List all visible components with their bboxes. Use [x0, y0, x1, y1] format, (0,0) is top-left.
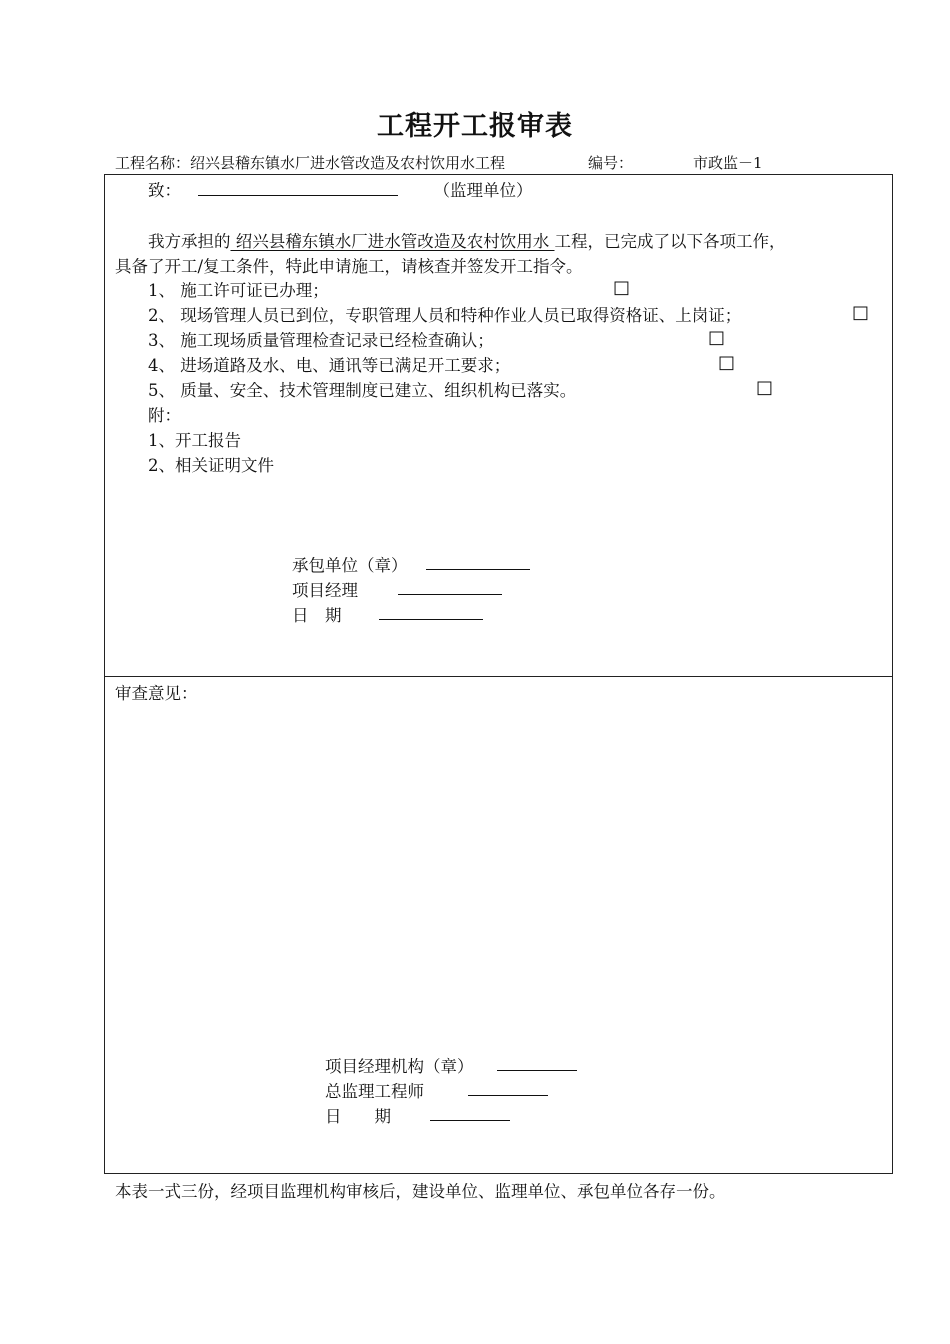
body-prefix: 我方承担的 [148, 232, 231, 251]
request-date-label: 日 期 [292, 606, 342, 625]
review-opinion-label: 审查意见： [115, 684, 198, 703]
project-name-value: 绍兴县稽东镇水厂进水管改造及农村饮用水工程 [190, 154, 506, 172]
to-suffix: （监理单位） [433, 181, 533, 200]
requirement-checkbox[interactable]: □ [708, 327, 726, 348]
contractor-seal-label: 承包单位（章） [292, 556, 408, 575]
request-date-line [379, 605, 483, 620]
body-line-2: 具备了开工/复工条件，特此申请施工，请核查并签发开工指令。 [115, 257, 583, 276]
requirement-item: 2、 现场管理人员已到位，专职管理人员和特种作业人员已取得资格证、上岗证； [148, 306, 742, 325]
review-date-label: 日 期 [325, 1107, 391, 1126]
to-row [148, 177, 533, 201]
to-blank-line [198, 181, 398, 196]
review-section [104, 676, 893, 1174]
requirement-checkbox[interactable]: □ [852, 302, 870, 323]
chief-engineer-line [468, 1081, 548, 1096]
body-suffix: 工程，已完成了以下各项工作， [554, 232, 786, 251]
to-label: 致： [148, 181, 181, 200]
project-manager-label: 项目经理 [292, 581, 358, 600]
body-line-1 [148, 228, 786, 252]
chief-engineer-label: 总监理工程师 [325, 1082, 424, 1101]
requirement-item: 5、 质量、安全、技术管理制度已建立、组织机构已落实。 [148, 381, 577, 400]
project-manager-line [398, 580, 502, 595]
attachment-item: 2、相关证明文件 [148, 456, 274, 475]
page-title: 工程开工报审表 [377, 111, 573, 142]
requirement-item: 3、 施工现场质量管理检查记录已经检查确认； [148, 331, 494, 350]
attachment-item: 1、开工报告 [148, 431, 241, 450]
requirement-checkbox[interactable]: □ [613, 277, 631, 298]
body-project: 绍兴县稽东镇水厂进水管改造及农村饮用水 [230, 232, 555, 251]
contractor-seal-line [426, 555, 530, 570]
org-seal-line [497, 1056, 577, 1071]
footer-note: 本表一式三份，经项目监理机构审核后，建设单位、监理单位、承包单位各存一份。 [115, 1182, 726, 1201]
requirement-item: 4、 进场道路及水、电、通讯等已满足开工要求； [148, 356, 511, 375]
org-seal-label: 项目经理机构（章） [325, 1057, 474, 1076]
requirement-checkbox[interactable]: □ [756, 377, 774, 398]
number-value: 市政监－1 [693, 154, 763, 172]
requirement-checkbox[interactable]: □ [718, 352, 736, 373]
requirement-item: 1、 施工许可证已办理； [148, 281, 329, 300]
project-name-label: 工程名称： [115, 154, 191, 172]
attachments-label: 附： [148, 406, 181, 425]
review-date-line [430, 1106, 510, 1121]
project-name-row [115, 152, 505, 173]
number-label: 编号： [588, 154, 634, 172]
